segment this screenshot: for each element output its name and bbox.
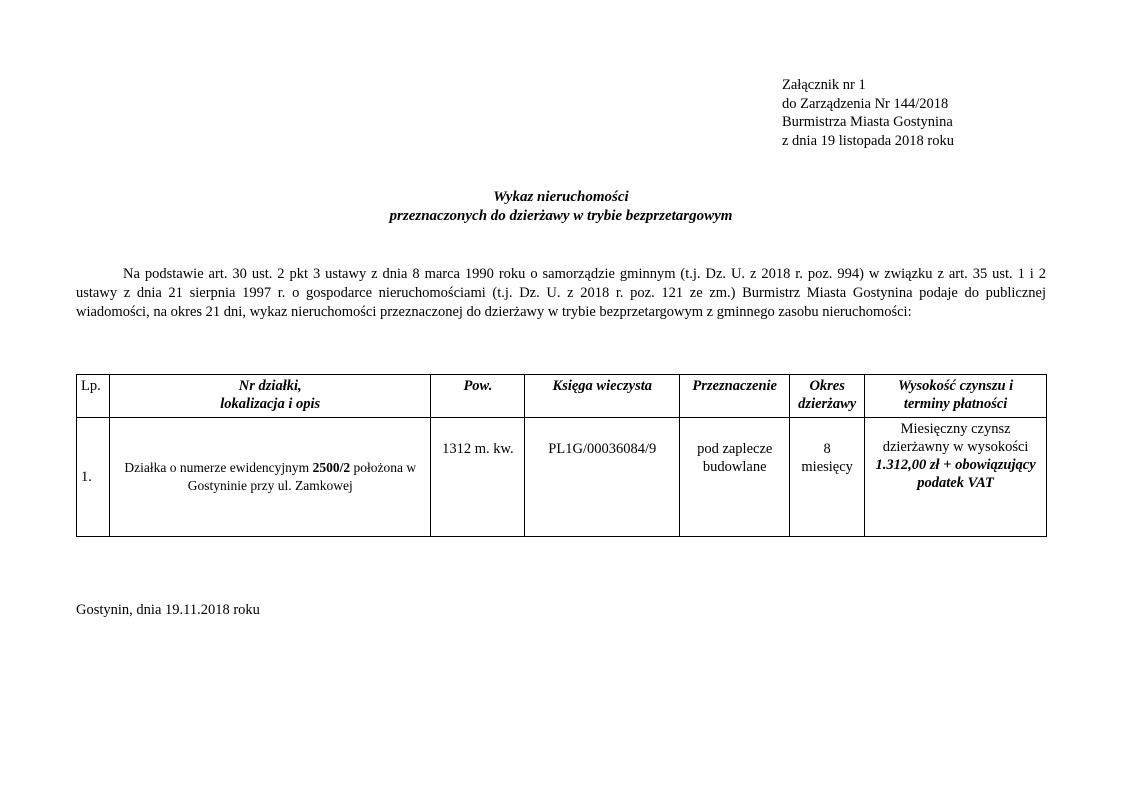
- rent-description: Miesięczny czynsz dzierżawny w wysokości: [882, 421, 1029, 455]
- lease-period-unit: miesięcy: [801, 459, 853, 475]
- rent-amount: 1.312,00 zł + obowiązujący podatek VAT: [875, 457, 1036, 491]
- header-land-register: Księga wieczysta: [525, 375, 680, 418]
- header-purpose: Przeznaczenie: [680, 375, 790, 418]
- intro-paragraph: Na podstawie art. 30 ust. 2 pkt 3 ustawy z dnia 8 marca 1990 roku o samorządzie gminnym (t.j. Dz. U. z 2018 r. poz. 994) w związku z art. 35 ust. 1 i 2 ustawy z dnia 21 sierpnia 1997 r. o gospodarce nieruchomościami (t.j. Dz. U. z 2018 r. poz. 121 ze zm.) Burmistrz Miasta Gostynina podaje do publicznej wiadomości, na okres 21 dni, wykaz nieruchomości przeznaczonej do dzierżawy w trybie bezprzetargowym z gminnego zasobu nieruchomości:: [76, 266, 1046, 320]
- cell-purpose: pod zaplecze budowlane: [680, 418, 790, 537]
- table-row: [77, 418, 1047, 537]
- cell-area: 1312 m. kw.: [431, 418, 525, 537]
- title-line-1: Wykaz nieruchomości: [493, 189, 629, 205]
- cell-parcel: [109, 418, 430, 537]
- header-parcel: [109, 375, 430, 418]
- parcel-number: 2500/2: [312, 460, 351, 475]
- header-rent: [865, 375, 1047, 418]
- header-parcel-line-2: lokalizacja i opis: [220, 396, 321, 412]
- lease-period-value: 8: [823, 441, 831, 457]
- header-rent-line-1: Wysokość czynszu i: [897, 378, 1014, 394]
- table-header-row: [77, 375, 1047, 418]
- header-lp: Lp.: [77, 375, 110, 418]
- annex-date: z dnia 19 listopada 2018 roku: [782, 132, 954, 149]
- cell-rent: [865, 418, 1047, 537]
- annex-ordinance: do Zarządzenia Nr 144/2018: [782, 95, 949, 112]
- header-lease-period: [790, 375, 865, 418]
- header-parcel-line-1: Nr działki,: [238, 378, 302, 394]
- cell-lease-period: [790, 418, 865, 537]
- cell-land-register: PL1G/00036084/9: [525, 418, 680, 537]
- annex-issuer: Burmistrza Miasta Gostynina: [782, 114, 953, 130]
- header-lease-period-line-2: dzierżawy: [798, 396, 857, 412]
- header-area: Pow.: [431, 375, 525, 418]
- place-and-date: Gostynin, dnia 19.11.2018 roku: [76, 602, 260, 618]
- property-table: [76, 374, 1047, 537]
- title-line-2: przeznaczonych do dzierżawy w trybie bezprzetargowym: [389, 208, 733, 224]
- parcel-desc-end: położona w Gostyninie przy ul. Zamkowej: [187, 460, 417, 493]
- cell-lp: 1.: [77, 418, 110, 537]
- header-rent-line-2: terminy płatności: [903, 396, 1008, 412]
- header-lease-period-line-1: Okres: [809, 378, 845, 394]
- parcel-desc-start: Działka o numerze ewidencyjnym: [124, 460, 313, 475]
- annex-header: [782, 76, 954, 150]
- annex-number: Załącznik nr 1: [782, 77, 866, 93]
- document-title: [0, 188, 1122, 226]
